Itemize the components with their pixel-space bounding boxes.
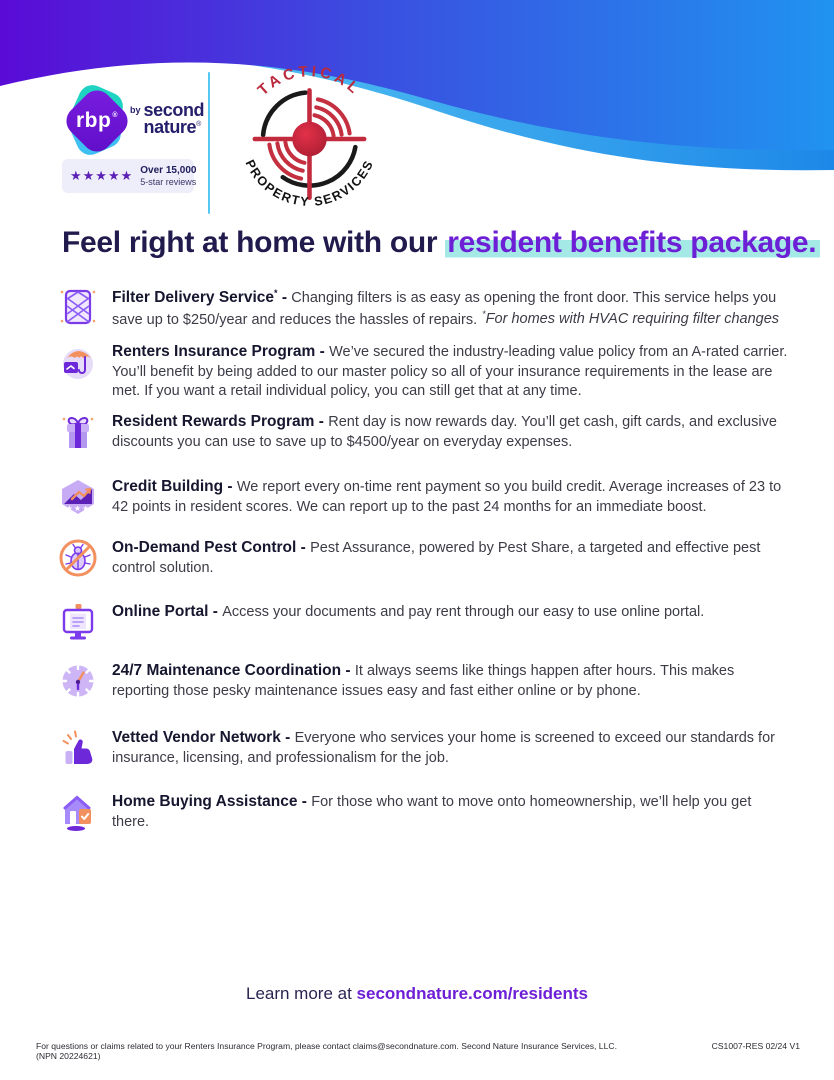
footer-legal-text: For questions or claims related to your Renters Insurance Program, please contact claims@secondnature.com. Second Nature Insurance Services, LLC. (NPN 20224621): [36, 1041, 617, 1061]
benefit-body: Everyone who services your home is screened to exceed our standards for insurance, licensing, and professionalism for the job.: [112, 730, 775, 766]
thumbs-up-icon: [58, 728, 98, 768]
benefit-title: Vetted Vendor Network: [112, 729, 281, 746]
five-stars-icon: ★★★★★: [70, 168, 134, 183]
title-separator: -: [280, 729, 295, 746]
title-separator: -: [296, 539, 311, 556]
title-separator: -: [297, 793, 312, 810]
title-separator: -: [314, 413, 329, 430]
no-pest-icon: [58, 538, 98, 578]
benefit-body: Rent day is now rewards day. You’ll get cash, gift cards, and exclusive discounts you can use to save up to $4500/year on everyday expenses.: [112, 414, 777, 450]
benefit-text: [112, 728, 790, 768]
benefit-item-maintenance: [58, 661, 790, 701]
nature-registered-mark: ®: [196, 120, 201, 128]
second-nature-line1: second: [143, 100, 205, 120]
rbp-registered-mark: ®: [112, 111, 118, 119]
benefit-title: On-Demand Pest Control: [112, 539, 297, 556]
benefit-text: [112, 792, 790, 832]
rbp-logo: [64, 88, 134, 158]
benefit-item-renters-insurance: [58, 342, 790, 402]
filter-icon: [58, 287, 98, 327]
tactical-arc-text: TACTICAL: [254, 62, 365, 100]
benefit-item-online-portal: [58, 602, 790, 642]
reviews-label: 5-star reviews: [140, 176, 197, 187]
benefit-text: [112, 661, 790, 701]
title-separator: -: [223, 478, 237, 495]
footer-document-code: CS1007-RES 02/24 V1: [711, 1041, 800, 1051]
page-title: [62, 226, 822, 261]
benefit-title: Renters Insurance Program: [112, 343, 316, 360]
property-services-arc-text: PROPERTY SERVICES: [242, 157, 377, 210]
residents-link[interactable]: secondnature.com/residents: [356, 984, 589, 1003]
benefit-title: 24/7 Maintenance Coordination: [112, 662, 342, 679]
benefit-body: We report every on-time rent payment so you build credit. Average increases of 23 to 42 points in resident scores. We can report up to the past 24 months for an immediate boost.: [112, 479, 782, 515]
headline-highlight: resident benefits package.: [445, 226, 820, 261]
title-separator: -: [315, 343, 330, 360]
benefit-item-home-buying: [58, 792, 790, 832]
benefit-footnote: *For homes with HVAC requiring filter changes: [482, 309, 780, 328]
title-separator: -: [341, 662, 355, 679]
second-nature-wordmark: [130, 102, 204, 135]
benefit-title: Credit Building: [112, 478, 224, 495]
home-check-icon: [58, 792, 98, 832]
headline-prefix: Feel right at home with our: [62, 226, 446, 259]
benefit-item-credit-building: [58, 477, 790, 517]
learn-more-prefix: Learn more at: [245, 984, 357, 1003]
benefit-title: Online Portal: [112, 603, 209, 620]
monitor-icon: [58, 602, 98, 642]
second-nature-line2: nature®: [143, 116, 201, 137]
tactical-property-services-logo: [224, 58, 396, 218]
benefit-text: [112, 412, 790, 452]
reviews-badge: [62, 159, 197, 193]
gift-icon: [58, 412, 98, 452]
benefit-item-filter-delivery: [58, 287, 790, 330]
benefit-text: [112, 538, 790, 578]
credit-badge-icon: [58, 477, 98, 517]
benefit-item-vendor-network: [58, 728, 790, 768]
benefit-body: For those who want to move onto homeownership, we’ll help you get there.: [112, 794, 752, 830]
asterisk-marker: *: [274, 288, 278, 298]
logo-divider: [208, 72, 210, 214]
benefit-title: Home Buying Assistance: [112, 793, 298, 810]
svg-text:★★★: ★★★: [65, 504, 91, 513]
benefit-body: Changing filters is as easy as opening the front door. This service helps you save up to $250/year and reduces the hassles of repairs.: [112, 289, 777, 328]
benefit-text: [112, 602, 704, 623]
benefit-body: Access your documents and pay rent through our easy to use online portal.: [222, 604, 705, 620]
benefit-body: It always seems like things happen after hours. This makes reporting those pesky maintenance issues easy and fast either online or by phone.: [112, 663, 735, 699]
benefit-text: [112, 287, 790, 330]
learn-more-line: [0, 984, 834, 1004]
benefit-item-resident-rewards: [58, 412, 790, 452]
title-separator: -: [277, 288, 292, 306]
benefit-item-pest-control: [58, 538, 790, 578]
benefit-title: Resident Rewards Program: [112, 413, 315, 430]
rbp-logo-text: rbp ®: [76, 109, 118, 132]
benefit-body: Pest Assurance, powered by Pest Share, a targeted and effective pest control solution.: [112, 540, 761, 576]
by-label: by: [130, 105, 141, 115]
title-separator: -: [208, 603, 223, 620]
benefit-text: [112, 342, 790, 402]
reviews-count: Over 15,000: [140, 165, 197, 177]
umbrella-icon: [58, 342, 98, 382]
rbp-brand-lockup: [62, 88, 205, 187]
benefit-title: Filter Delivery Service: [112, 288, 274, 306]
benefit-body: We’ve secured the industry-leading value policy from an A-rated carrier. You’ll benefit by being added to our master policy so all of your insurance requirements in the lease are met. If you want a retail individual policy, you can still get that at any time.: [112, 344, 788, 400]
clock-icon: [58, 661, 98, 701]
benefit-text: [112, 477, 790, 517]
